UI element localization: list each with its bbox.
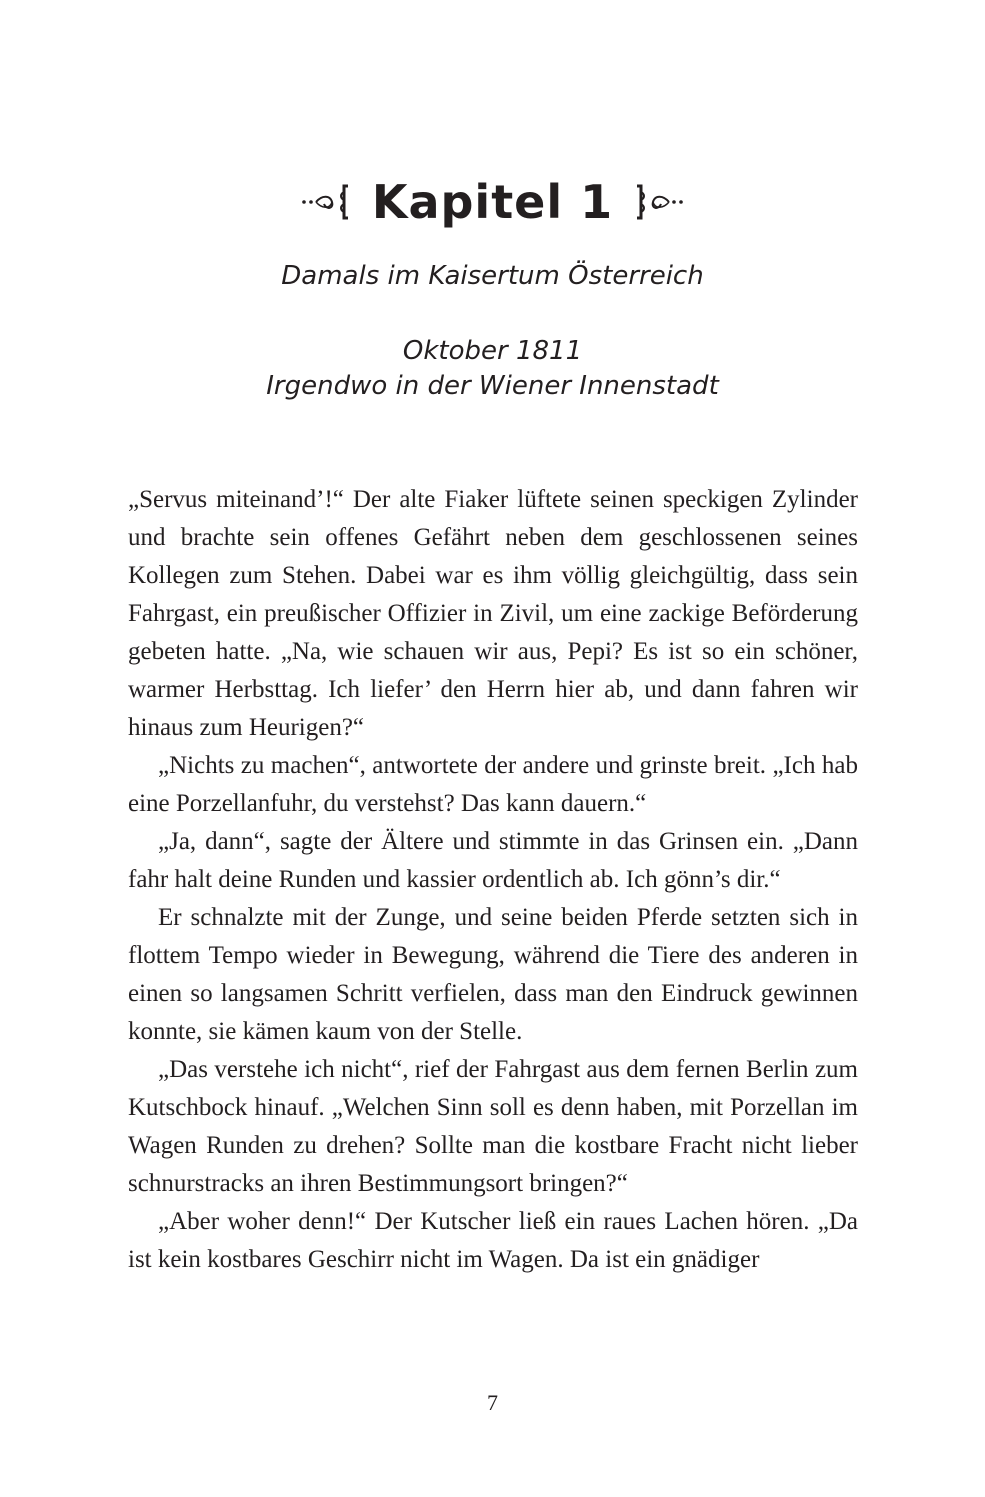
chapter-location: Irgendwo in der Wiener Innenstadt: [266, 371, 719, 401]
paragraph: „Servus miteinand’!“ Der alte Fiaker lüftete seinen speckigen Zylinder und brachte sein offenes Gefährt neben dem geschlossenen seines Kollegen zum Stehen. Dabei war es ihm völlig gleichgültig, dass sein Fahrgast, ein preußischer Offizier in Zivil, um eine zackige Beförderung gebeten hatte. „Na, wie schauen wir aus, Pepi? Es ist so ein schöner, warmer Herbsttag. Ich liefer’ den Herrn hier ab, und dann fahren wir hinaus zum Heurigen?“: [128, 486, 858, 741]
paragraph: Er schnalzte mit der Zunge, und seine beiden Pferde setzten sich in flottem Tempo wieder in Bewegung, während die Tiere des anderen in einen so langsamen Schritt verfielen, dass man den Eindruck gewinnen konnte, sie kämen kaum von der Stelle.: [128, 904, 858, 1045]
paragraph: „Aber woher denn!“ Der Kutscher ließ ein raues Lachen hören. „Da ist kein kostbares Geschirr nicht im Wagen. Da ist ein gnädiger: [128, 1208, 858, 1273]
body-text: [128, 481, 858, 1279]
page-number: 7: [487, 1390, 498, 1415]
flourish-left-icon: [300, 182, 364, 222]
paragraph: „Ja, dann“, sagte der Ältere und stimmte in das Grinsen ein. „Dann fahr halt deine Runden und kassier ordentlich ab. Ich gönn’s dir.“: [128, 828, 858, 893]
chapter-subtitle: Damals im Kaisertum Österreich: [281, 261, 704, 291]
chapter-title: Kapitel 1: [371, 174, 614, 229]
flourish-right-icon: [621, 182, 685, 222]
chapter-date: Oktober 1811: [402, 336, 583, 366]
paragraph: „Nichts zu machen“, antwortete der andere und grinste breit. „Ich hab eine Porzellanfuhr, du verstehst? Das kann dauern.“: [128, 752, 858, 817]
chapter-heading: [0, 168, 985, 232]
paragraph: „Das verstehe ich nicht“, rief der Fahrgast aus dem fernen Berlin zum Kutschbock hinauf. „Welchen Sinn soll es denn haben, mit Porzellan im Wagen Runden zu drehen? Sollte man die kostbare Fracht nicht lieber schnurstracks an ihren Bestimmungsort bringen?“: [128, 1056, 858, 1197]
